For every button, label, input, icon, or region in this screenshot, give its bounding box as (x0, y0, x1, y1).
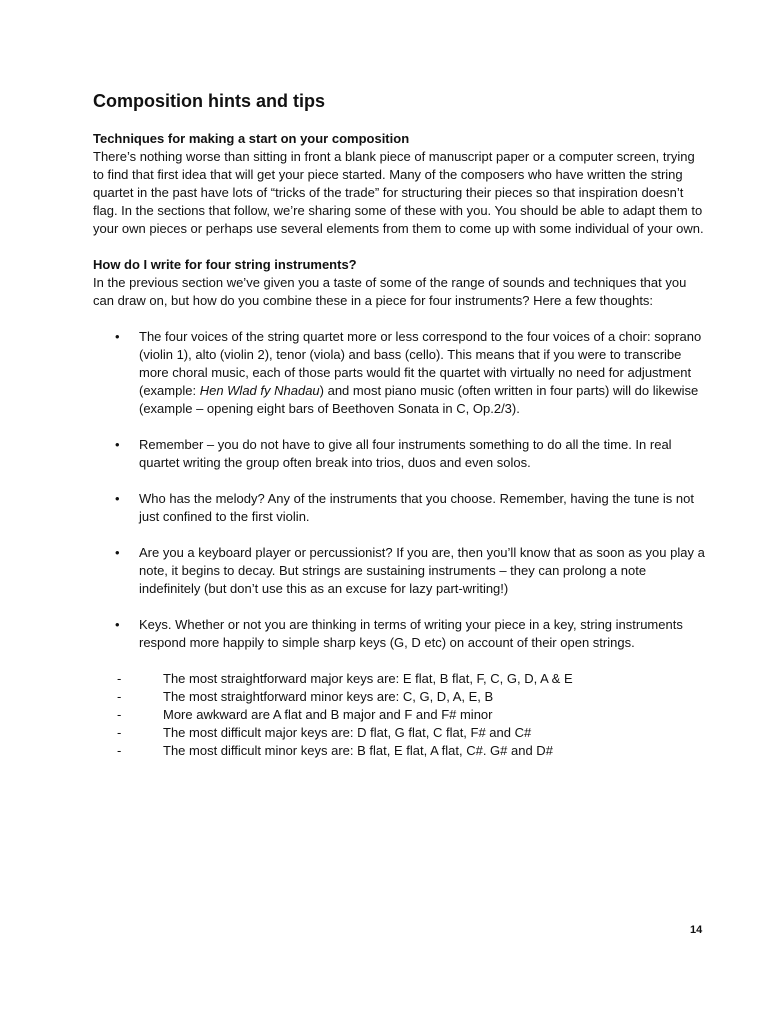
list-item (93, 724, 705, 742)
bullet-text: Who has the melody? Any of the instruments that you choose. Remember, having the tune is not just confined to the first violin. (139, 491, 694, 524)
dash-icon: - (117, 671, 122, 686)
dash-icon: - (117, 689, 122, 704)
list-item (93, 544, 705, 598)
dash-icon: - (117, 725, 122, 740)
list-item (93, 616, 705, 652)
bullet-text: Are you a keyboard player or percussionist? If you are, then you’ll know that as soon as you play a note, it begins to decay. But strings are sustaining instruments – they can prolong a note indefinitely (but don’t use this as an excuse for lazy part-writing!) (139, 545, 705, 596)
bullet-icon: • (115, 545, 120, 560)
bullet-icon: • (115, 491, 120, 506)
key-text: The most straightforward minor keys are: C, G, D, A, E, B (163, 689, 494, 704)
bullet-text-before: The four voices of the string quartet more or less correspond to the four voices of a choir: soprano (violin 1), alto (violin 2), tenor (viola) and bass (cello). This means that if you were to transcribe more choral music, each of those parts would fit the quartet with virtually no need for adjustment (example: (139, 329, 702, 398)
page-title: Composition hints and tips (93, 91, 325, 111)
dash-icon: - (117, 707, 122, 722)
tips-bullet-list (93, 328, 705, 652)
list-item (93, 490, 705, 526)
bullet-icon: • (115, 329, 120, 344)
bullet-icon: • (115, 437, 120, 452)
list-item (93, 670, 705, 688)
list-item (93, 328, 705, 418)
section-heading-start: Techniques for making a start on your composition (93, 131, 410, 146)
list-item (93, 706, 705, 724)
key-text: The most straightforward major keys are: E flat, B flat, F, C, G, D, A & E (163, 671, 573, 686)
bullet-text: Keys. Whether or not you are thinking in terms of writing your piece in a key, string instruments respond more happily to simple sharp keys (G, D etc) on account of their open strings. (139, 617, 683, 650)
bullet-icon: • (115, 617, 120, 632)
key-text: More awkward are A flat and B major and F and F# minor (163, 707, 493, 722)
section-body-four-strings: In the previous section we’ve given you a taste of some of the range of sounds and techniques that you can draw on, but how do you combine these in a piece for four instruments? Here a few thoughts: (93, 275, 687, 308)
dash-icon: - (117, 743, 122, 758)
bullet-text-italic-example: Hen Wlad fy Nhadau (199, 383, 320, 398)
list-item (93, 688, 705, 706)
section-heading-four-strings: How do I write for four string instruments? (93, 257, 357, 272)
list-item (93, 436, 705, 472)
document-page (93, 88, 705, 760)
page-number: 14 (690, 924, 703, 936)
keys-dash-list (93, 670, 705, 760)
key-text: The most difficult minor keys are: B flat, E flat, A flat, C#. G# and D# (163, 743, 553, 758)
key-text: The most difficult major keys are: D flat, G flat, C flat, F# and C# (163, 725, 532, 740)
list-item (93, 742, 705, 760)
bullet-text-after: ) and most piano music (often written in four parts) will do likewise (example – opening eight bars of Beethoven Sonata in C, Op.2/3). (139, 383, 699, 416)
section-body-start: There’s nothing worse than sitting in front a blank piece of manuscript paper or a computer screen, trying to find that first idea that will get your piece started. Many of the composers who have written the string quartet in the past have lots of “tricks of the trade” for structuring their pieces so that inspiration doesn’t flag. In the sections that follow, we’re sharing some of these with you. You should be able to adapt them to your own pieces or perhaps use several elements from them to come up with some individual of your own. (93, 149, 704, 236)
bullet-text: Remember – you do not have to give all four instruments something to do all the time. In real quartet writing the group often break into trios, duos and even solos. (139, 437, 672, 470)
